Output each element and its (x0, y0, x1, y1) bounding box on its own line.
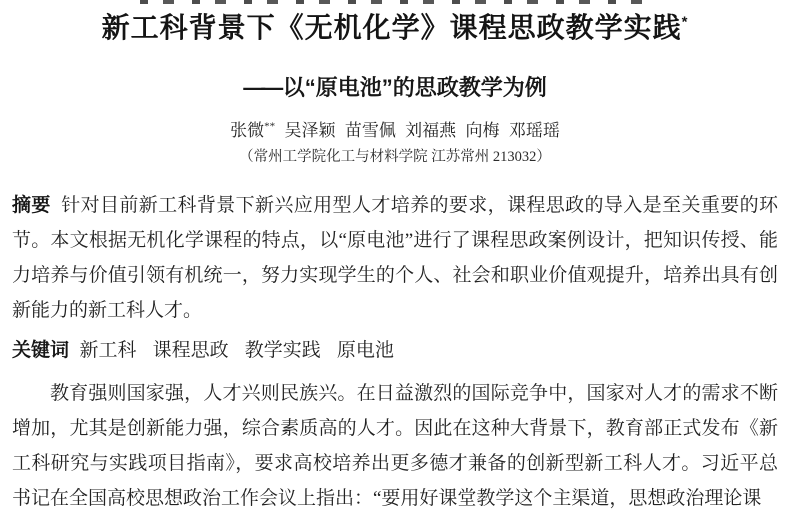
keyword-item: 教学实践 (244, 340, 321, 361)
paper-title (12, 9, 778, 47)
body-paragraph: 教育强则国家强，人才兴则民族兴。在日益激烈的国际竞争中，国家对人才的需求不断增加，尤其是创新能力强，综合素质高的人才。因此在这种大背景下，教育部正式发布《新工科研究与实践项目指南》，要求高校培养出更多德才兼备的创新型新工科人才。习近平总书记在全国高校思想政治工作会议上指出：“要用好课堂教学这个主渠道，思想政治理论课 (12, 383, 778, 509)
author-footnote-marker: ** (264, 120, 276, 133)
paper-subtitle (12, 73, 778, 103)
keywords-label: 关键词 (12, 340, 70, 361)
title-footnote-marker: * (681, 13, 689, 31)
scan-artifact-top (140, 0, 655, 4)
keywords-line (12, 333, 778, 368)
author-line (12, 119, 778, 143)
abstract-text: 针对目前新工科背景下新兴应用型人才培养的要求，课程思政的导入是至关重要的环节。本文根据无机化学课程的特点，以“原电池”进行了课程思政案例设计，把知识传授、能力培养与价值引领有机统一，努力实现学生的个人、社会和职业价值观提升，培养出具有创新能力的新工科人才。 (12, 195, 778, 321)
keyword-item: 课程思政 (152, 340, 229, 361)
subtitle-text: 以“原电池”的思政教学为例 (282, 75, 547, 100)
paper-title-text: 新工科背景下《无机化学》课程思政教学实践 (101, 12, 682, 43)
affiliation-line: （常州工学院化工与材料学院 江苏常州 213032） (239, 149, 551, 165)
author-name: 向梅 (465, 121, 500, 140)
author-name: 邓瑶瑶 (508, 121, 560, 140)
author-name-first: 张微 (230, 121, 265, 140)
keyword-item: 新工科 (79, 340, 137, 361)
author-name: 吴泽颖 (284, 121, 336, 140)
subtitle-dash: —— (243, 75, 280, 100)
abstract-paragraph (12, 188, 778, 328)
author-name: 刘福燕 (405, 121, 457, 140)
keyword-item: 原电池 (336, 340, 394, 361)
author-name: 苗雪佩 (344, 121, 396, 140)
abstract-label: 摘要 (12, 195, 51, 216)
